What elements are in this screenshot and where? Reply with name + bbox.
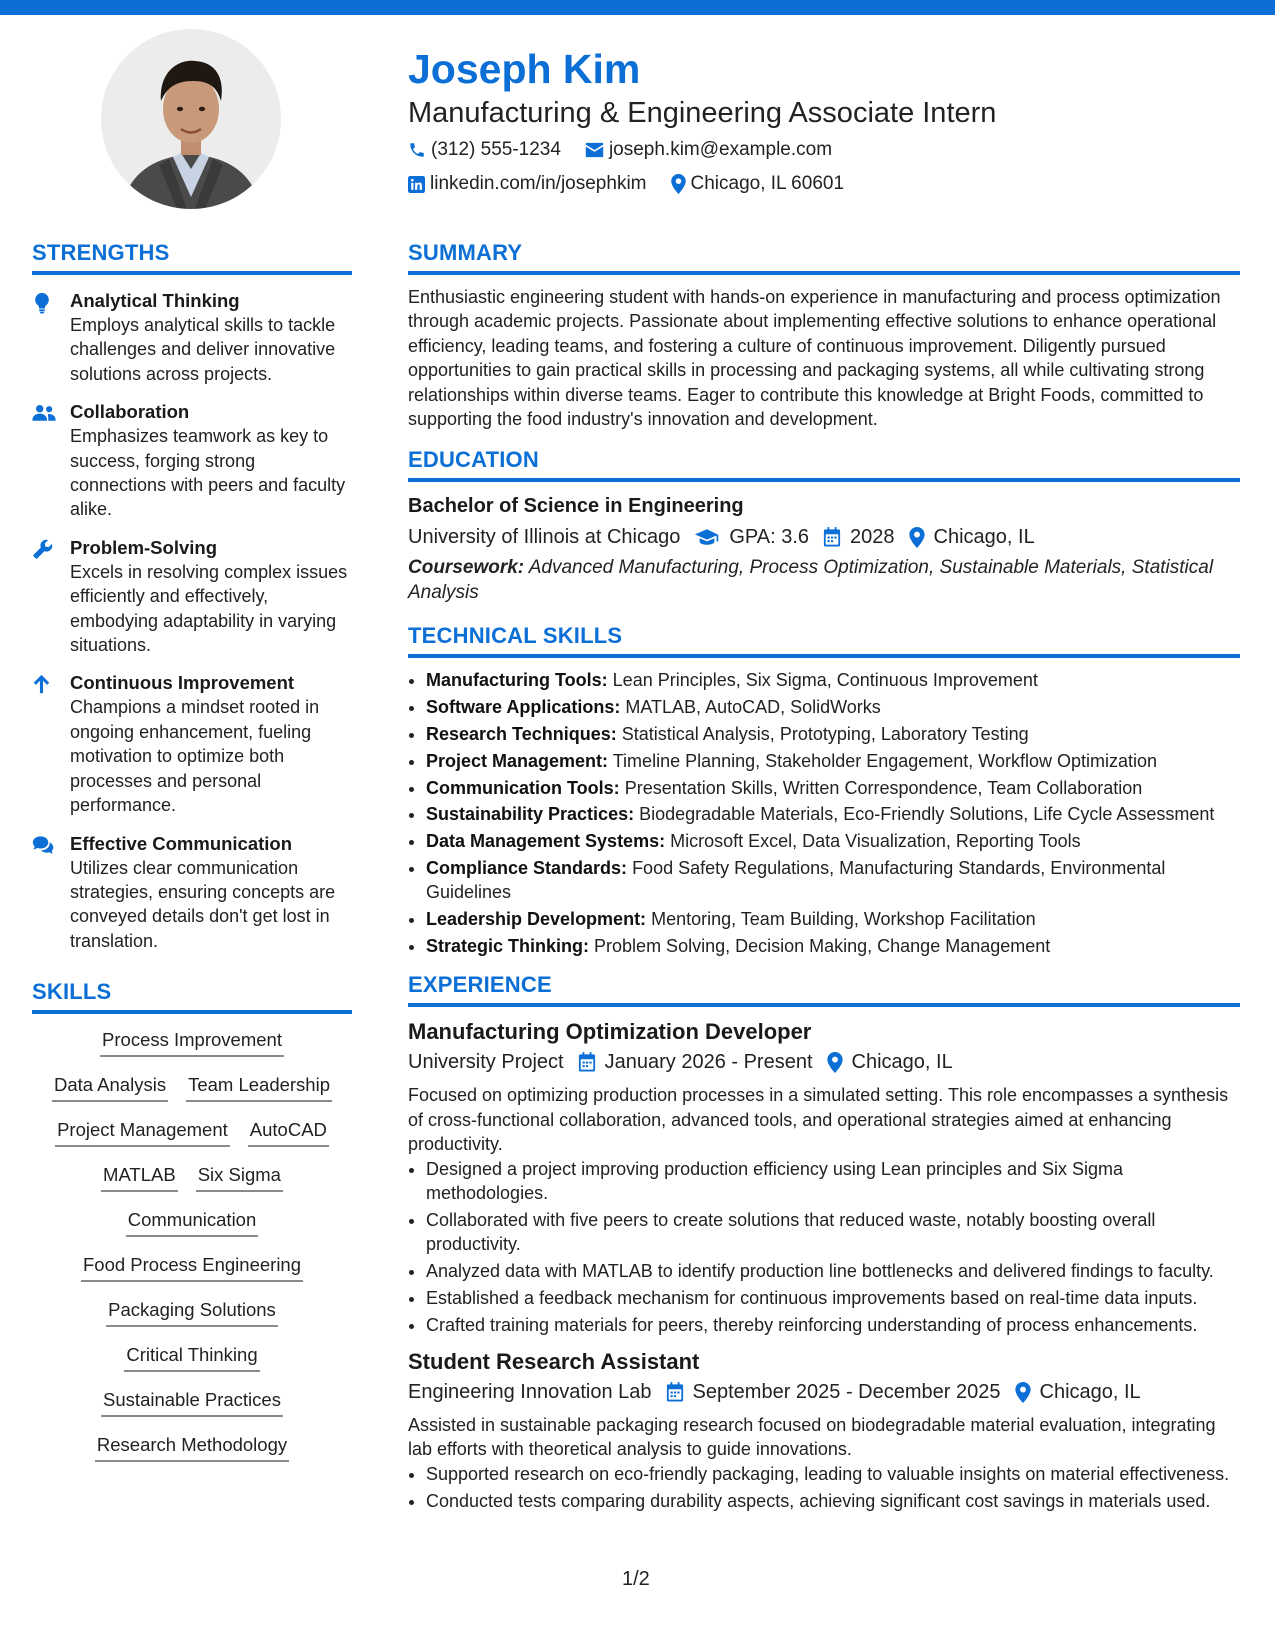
skill-tag: Sustainable Practices (101, 1388, 283, 1417)
skill-tag: Team Leadership (186, 1073, 332, 1102)
contact-row-2 (408, 169, 1238, 199)
list-item: • Established a feedback mechanism for continuous improvements based on real-time data inputs. (426, 1286, 1240, 1310)
linkedin-text: linkedin.com/in/josephkim (430, 173, 647, 194)
skill-values: Problem Solving, Decision Making, Change Management (594, 936, 1051, 957)
skill-category: Project Management: (426, 750, 609, 771)
strength-title: Problem-Solving (70, 536, 217, 558)
list-item (426, 776, 1240, 800)
page-number: 1/2 (622, 1568, 650, 1590)
strength-title: Continuous Improvement (70, 672, 295, 694)
skill-category: Communication Tools: (426, 777, 620, 798)
skill-values: Microsoft Excel, Data Visualization, Reporting Tools (670, 831, 1081, 852)
map-pin-icon (909, 527, 925, 548)
job-dates: January 2026 - Present (604, 1051, 813, 1074)
technical-skills-list (408, 668, 1240, 958)
phone-text: (312) 555-1234 (431, 139, 561, 160)
top-accent-bar (0, 0, 1275, 15)
experience-entry (408, 1347, 1240, 1513)
strength-item (32, 400, 352, 522)
skill-category: Manufacturing Tools: (426, 670, 608, 691)
map-pin-icon (671, 174, 686, 194)
email-contact[interactable] (585, 139, 832, 161)
skill-tag: AutoCAD (248, 1118, 329, 1147)
skill-category: Data Management Systems: (426, 831, 666, 852)
location-text: Chicago, IL 60601 (690, 173, 845, 194)
envelope-icon (585, 142, 604, 158)
map-pin-icon (1015, 1382, 1031, 1403)
list-item (426, 722, 1240, 746)
job-location: Chicago, IL (1039, 1381, 1141, 1404)
skill-values: Presentation Skills, Written Correspondence, Team Collaboration (624, 777, 1143, 798)
list-item: • Analyzed data with MATLAB to identify production line bottlenecks and delivered findings to faculty. (426, 1259, 1240, 1283)
linkedin-icon (408, 176, 425, 193)
skill-category: Software Applications: (426, 697, 621, 718)
skill-tag: Project Management (55, 1118, 230, 1147)
list-item (426, 907, 1240, 931)
technical-skills-heading: TECHNICAL SKILLS (408, 623, 1240, 658)
skill-values: Food Safety Regulations, Manufacturing Standards, Environmental Guidelines (426, 858, 1166, 903)
coursework (408, 555, 1240, 605)
skills-list (32, 1028, 352, 1478)
coursework-label: Coursework: (408, 557, 525, 579)
location-contact (671, 173, 845, 195)
coursework-list: Advanced Manufacturing, Process Optimization, Sustainable Materials, Statistical Analysis (408, 557, 1214, 604)
calendar-icon (823, 527, 841, 547)
right-column (408, 240, 1240, 1515)
strength-desc: Emphasizes teamwork as key to success, forging strong connections with peers and faculty alike. (70, 426, 346, 520)
linkedin-contact[interactable] (408, 173, 647, 195)
education-location: Chicago, IL (933, 526, 1035, 549)
skill-category: Leadership Development: (426, 909, 647, 930)
job-dates: September 2025 - December 2025 (692, 1381, 1001, 1404)
skill-category: Compliance Standards: (426, 858, 628, 879)
job-summary: Focused on optimizing production processes in a simulated setting. This role encompasses a synthesis of cross-functional collaboration, advanced tools, and operational strategies aimed at enhancing productivity. (408, 1085, 1229, 1155)
skill-tag: Data Analysis (52, 1073, 168, 1102)
list-item: • Conducted tests comparing durability aspects, achieving significant cost savings in materials used. (426, 1489, 1240, 1513)
strengths-heading: STRENGTHS (32, 240, 352, 275)
strength-item (32, 289, 352, 386)
summary-heading: SUMMARY (408, 240, 1240, 275)
phone-contact[interactable] (408, 139, 561, 161)
skill-category: Research Techniques: (426, 724, 617, 745)
list-item: • Designed a project improving production efficiency using Lean principles and Six Sigma methodologies. (426, 1157, 1240, 1206)
skill-values: Timeline Planning, Stakeholder Engagement, Workflow Optimization (612, 750, 1158, 771)
job-org: Engineering Innovation Lab (408, 1381, 652, 1404)
summary-text: Enthusiastic engineering student with hands-on experience in manufacturing and process optimization through academic projects. Passionate about implementing effective solutions to enhance operational efficiency, leading teams, and fostering a culture of continuous improvement. Diligently pursued opportunities to gain practical skills in processing and packaging systems, all while cultivating strong relationships within diverse teams. Eager to contribute this knowledge at Bright Foods, committed to supporting the food industry's innovation and development. (408, 287, 1221, 430)
skill-values: Mentoring, Team Building, Workshop Facilitation (651, 909, 1036, 930)
school-name: University of Illinois at Chicago (408, 526, 681, 549)
job-title: Student Research Assistant (408, 1349, 700, 1375)
job-bullets (408, 1157, 1240, 1337)
job-bullets (408, 1462, 1240, 1513)
strength-item (32, 832, 352, 954)
strength-title: Analytical Thinking (70, 290, 240, 311)
strength-title: Effective Communication (70, 832, 293, 854)
map-pin-icon (827, 1052, 843, 1073)
list-item (426, 802, 1240, 826)
list-item (426, 695, 1240, 719)
job-title: Manufacturing Optimization Developer (408, 1019, 812, 1045)
calendar-icon (578, 1052, 596, 1072)
contact-row-1 (408, 135, 1238, 165)
wrench-icon (32, 539, 53, 560)
arrow-up-icon (32, 674, 51, 694)
strength-item (32, 671, 352, 817)
skill-values: Biodegradable Materials, Eco-Friendly Solutions, Life Cycle Assessment (639, 804, 1215, 825)
skill-tag: Critical Thinking (124, 1343, 259, 1372)
strength-desc: Utilizes clear communication strategies, ensuring concepts are conveyed details don't get lost in translation. (70, 857, 336, 951)
job-org: University Project (408, 1051, 564, 1074)
skill-tag: Packaging Solutions (106, 1298, 278, 1327)
skill-category: Sustainability Practices: (426, 804, 635, 825)
list-item (426, 668, 1240, 692)
skill-tag: MATLAB (101, 1163, 178, 1192)
profile-photo (101, 29, 281, 209)
skills-heading: SKILLS (32, 979, 352, 1014)
experience-heading: EXPERIENCE (408, 972, 1240, 1007)
strength-desc: Employs analytical skills to tackle challenges and deliver innovative solutions across projects. (70, 315, 336, 384)
strength-desc: Champions a mindset rooted in ongoing enhancement, fueling motivation to optimize both processes and personal performance. (70, 697, 320, 816)
graduation-year: 2028 (850, 526, 895, 549)
strength-desc: Excels in resolving complex issues efficiently and effectively, embodying adaptability in varying situations. (70, 561, 348, 656)
skill-tag: Research Methodology (95, 1433, 289, 1462)
list-item (426, 829, 1240, 853)
chat-icon (32, 835, 56, 855)
list-item (426, 934, 1240, 958)
skill-values: Lean Principles, Six Sigma, Continuous Improvement (612, 670, 1038, 691)
experience-entry (408, 1017, 1240, 1337)
skill-tag: Food Process Engineering (81, 1253, 303, 1282)
candidate-role: Manufacturing & Engineering Associate Intern (408, 97, 997, 129)
skill-values: MATLAB, AutoCAD, SolidWorks (625, 697, 881, 718)
job-summary: Assisted in sustainable packaging research focused on biodegradable material evaluation, integrating lab efforts with theoretical analysis to guide innovations. (408, 1415, 1216, 1460)
resume-header (408, 44, 1238, 199)
graduation-cap-icon (694, 528, 720, 546)
job-meta (408, 1048, 1240, 1076)
left-column (32, 240, 352, 1478)
gpa-text: GPA: 3.6 (729, 526, 810, 549)
list-item (426, 749, 1240, 773)
users-icon (32, 403, 56, 423)
list-item: • Crafted training materials for peers, thereby reinforcing understanding of process enhancements. (426, 1313, 1240, 1337)
list-item: • Collaborated with five peers to create solutions that reduced waste, notably boosting overall productivity. (426, 1208, 1240, 1257)
skill-tag: Six Sigma (196, 1163, 283, 1192)
calendar-icon (666, 1382, 684, 1402)
list-item (426, 856, 1240, 905)
degree-title: Bachelor of Science in Engineering (408, 495, 744, 518)
strengths-list (32, 289, 352, 953)
phone-icon (408, 141, 426, 159)
job-meta (408, 1378, 1240, 1406)
strength-item (32, 536, 352, 658)
education-heading: EDUCATION (408, 447, 1240, 482)
job-location: Chicago, IL (851, 1051, 953, 1074)
strength-title: Collaboration (70, 401, 190, 423)
lightbulb-icon (32, 292, 52, 314)
skill-category: Strategic Thinking: (426, 936, 590, 957)
skill-tag: Process Improvement (100, 1028, 284, 1057)
list-item: • Supported research on eco-friendly packaging, leading to valuable insights on material effectiveness. (426, 1462, 1240, 1486)
email-text: joseph.kim@example.com (608, 139, 833, 160)
education-meta (408, 523, 1240, 551)
skill-values: Statistical Analysis, Prototyping, Laboratory Testing (621, 724, 1029, 745)
skill-tag: Communication (126, 1208, 259, 1237)
candidate-name: Joseph Kim (408, 46, 641, 92)
